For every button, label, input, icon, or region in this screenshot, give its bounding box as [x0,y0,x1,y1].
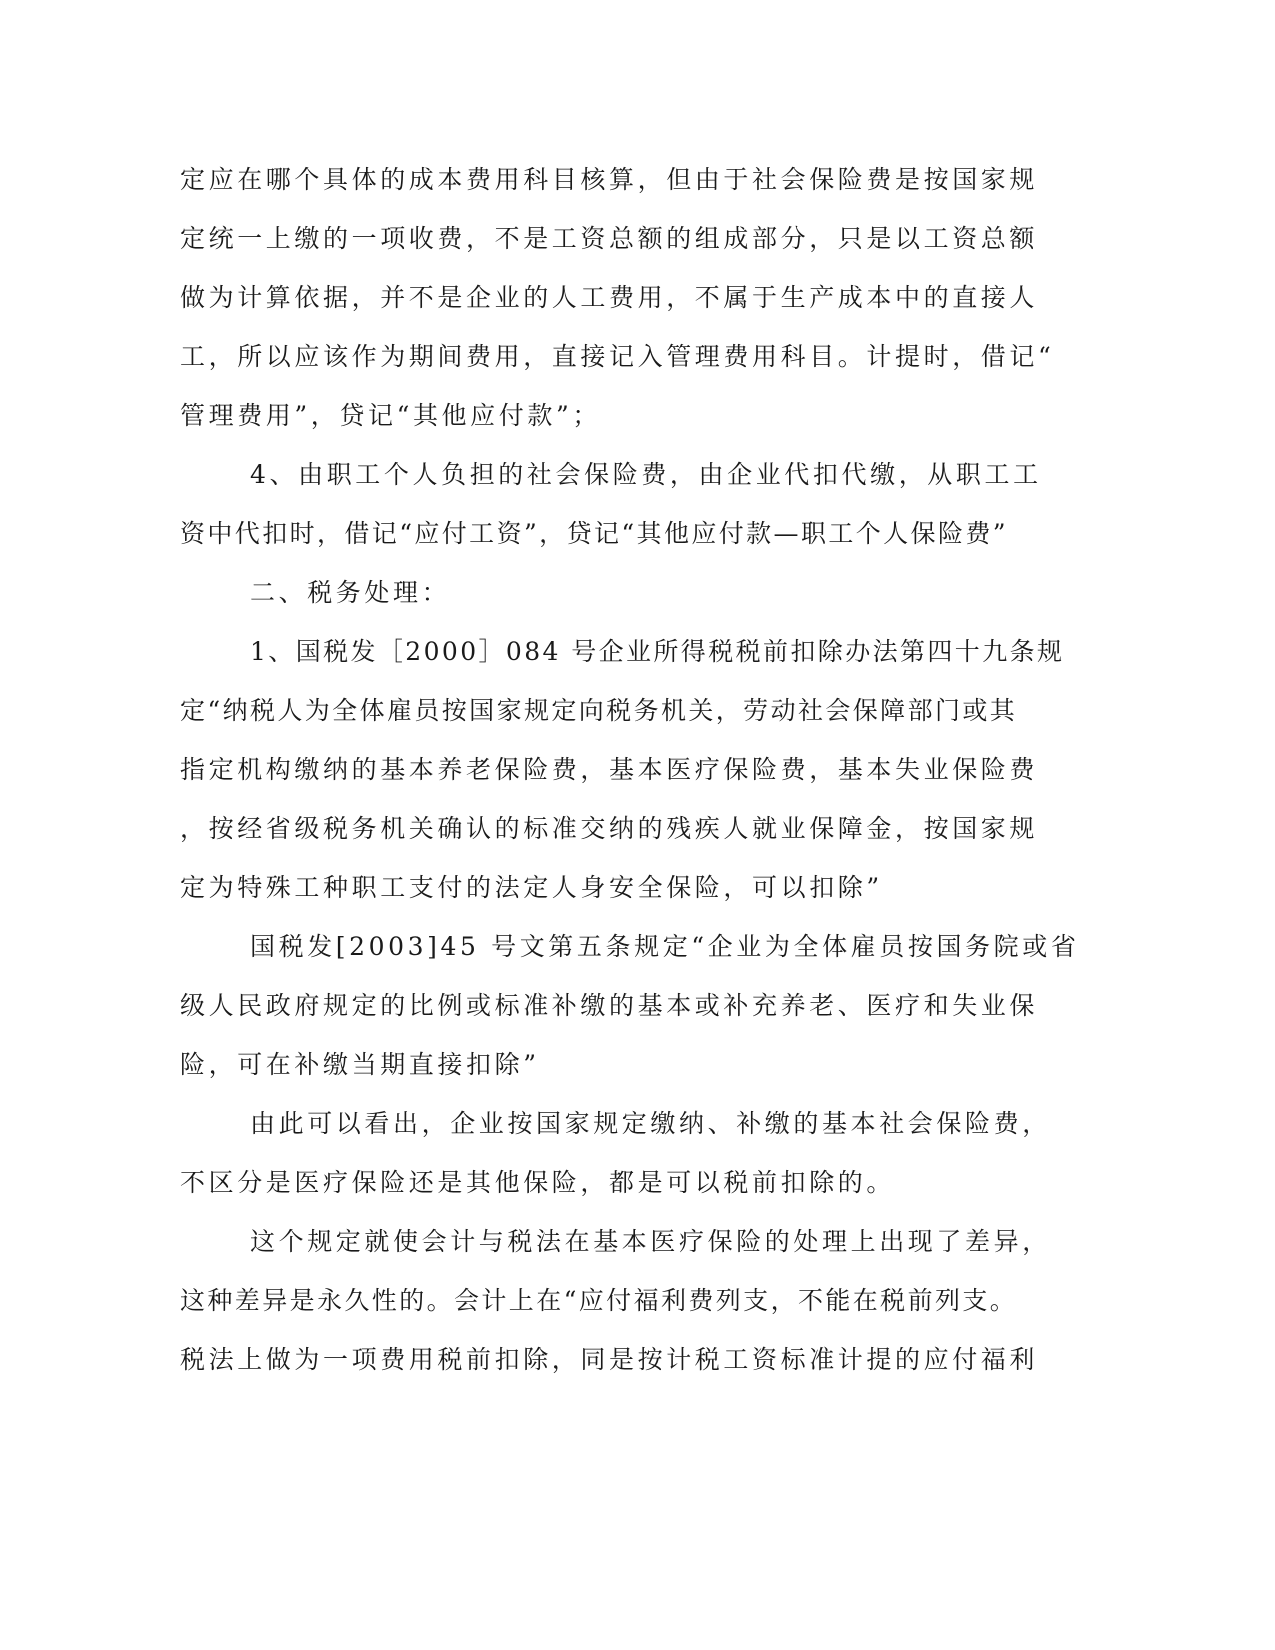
text-line: 指定机构缴纳的基本养老保险费，基本医疗保险费，基本失业保险费 [180,755,1039,784]
text-line: 定“纳税人为全体雇员按国家规定向税务机关，劳动社会保障部门或其 [180,696,1018,725]
section-heading: 二、税务处理： [250,578,451,607]
text-line: 做为计算依据，并不是企业的人工费用，不属于生产成本中的直接人 [180,283,1039,312]
text-line: 税法上做为一项费用税前扣除，同是按计税工资标准计提的应付福利 [180,1345,1039,1374]
text-line: ，按经省级税务机关确认的标准交纳的残疾人就业保障金，按国家规 [180,814,1039,843]
text-line: 这种差异是永久性的。会计上在“应付福利费列支，不能在税前列支。 [180,1286,1018,1315]
text-line: 不区分是医疗保险还是其他保险，都是可以税前扣除的。 [180,1168,896,1197]
text-line: 工，所以应该作为期间费用，直接记入管理费用科目。计提时，借记“ [180,342,1055,371]
text-line: 级人民政府规定的比例或标准补缴的基本或补充养老、医疗和失业保 [180,991,1039,1020]
text-line: 险，可在补缴当期直接扣除” [180,1050,540,1079]
text-line: 4、由职工个人负担的社会保险费，由企业代扣代缴，从职工工 [250,460,1042,489]
text-line: 管理费用”，贷记“其他应付款”； [180,401,601,430]
text-line: 资中代扣时，借记“应付工资”，贷记“其他应付款—职工个人保险费” [180,519,1008,548]
text-line: 定应在哪个具体的成本费用科目核算，但由于社会保险费是按国家规 [180,165,1039,194]
text-line: 国税发[2003]45 号文第五条规定“企业为全体雇员按国务院或省 [250,932,1080,961]
text-line: 这个规定就使会计与税法在基本医疗保险的处理上出现了差异， [250,1227,1051,1256]
text-line: 1、国税发［2000］084 号企业所得税税前扣除办法第四十九条规 [250,637,1065,666]
text-line: 定统一上缴的一项收费，不是工资总额的组成部分，只是以工资总额 [180,224,1039,253]
text-line: 由此可以看出，企业按国家规定缴纳、补缴的基本社会保险费， [250,1109,1051,1138]
text-line: 定为特殊工种职工支付的法定人身安全保险，可以扣除” [180,873,883,902]
